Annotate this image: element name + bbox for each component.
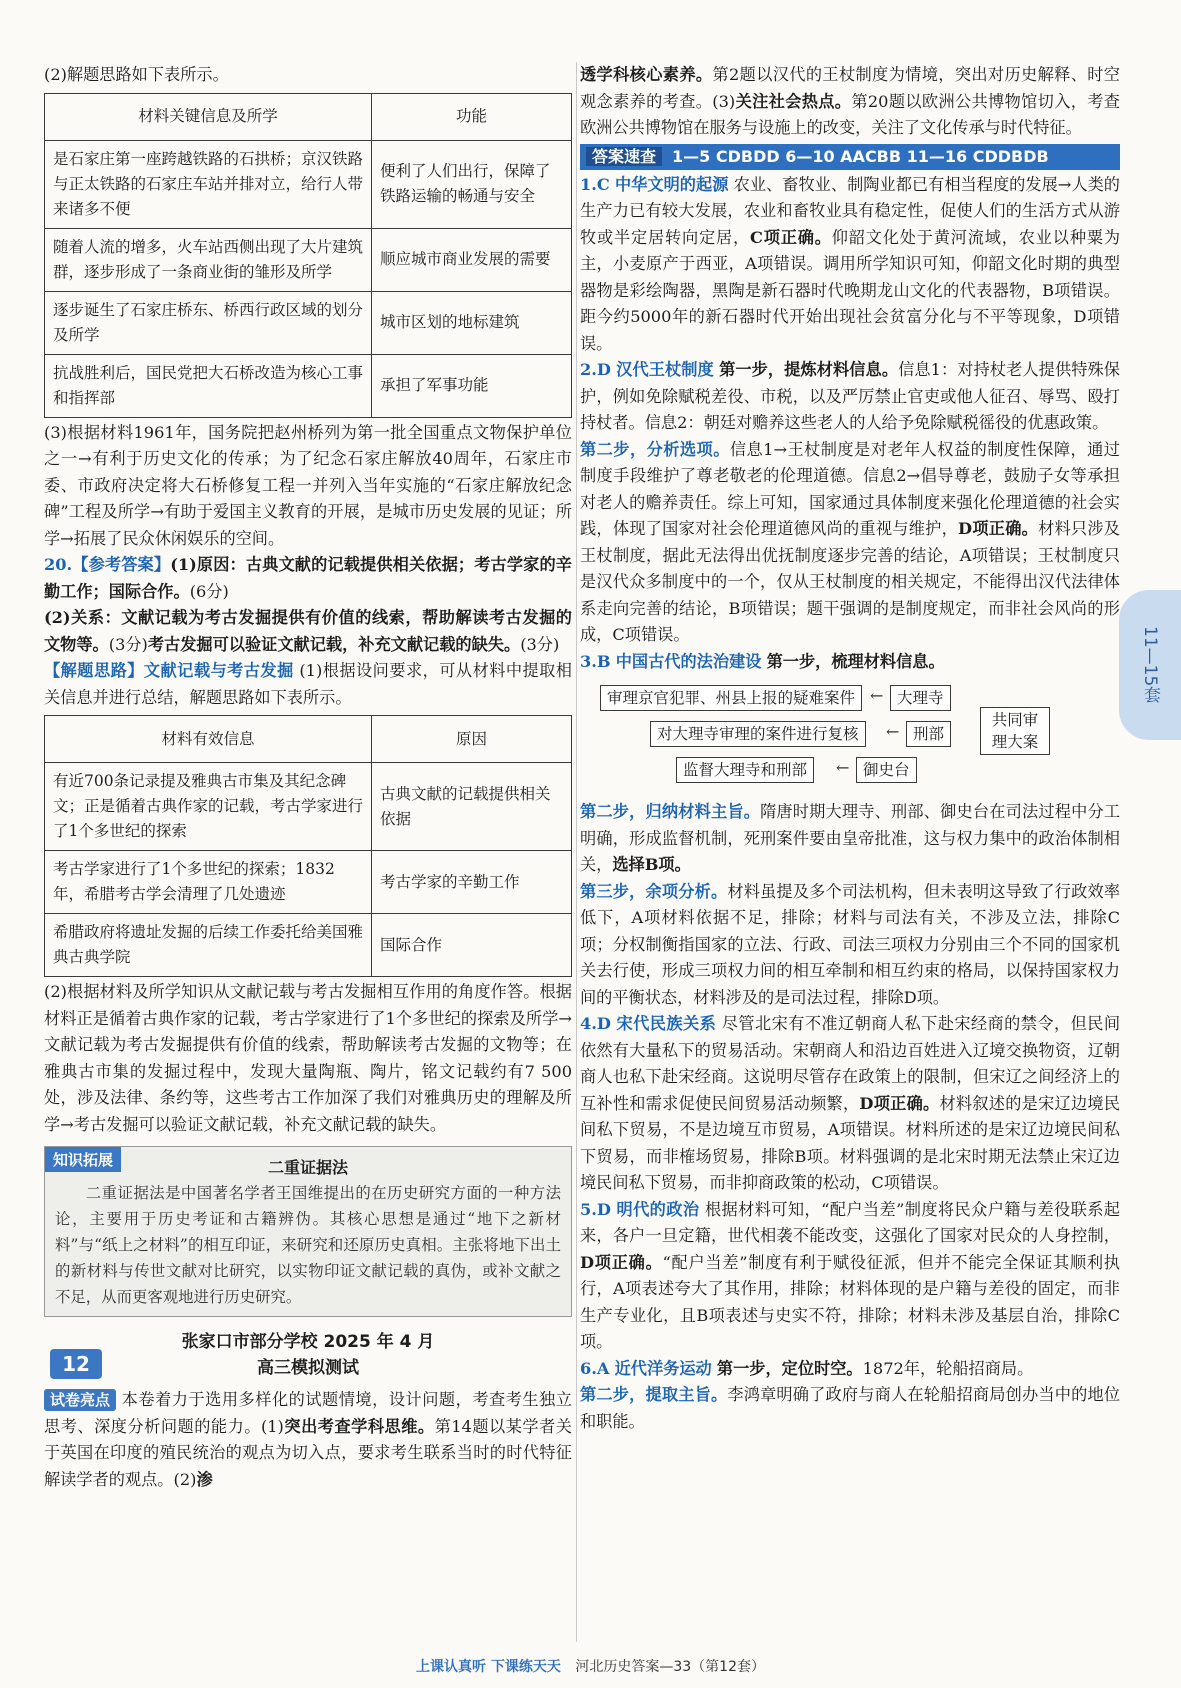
q20-answer — [44, 552, 572, 605]
judicial-diagram — [580, 677, 1120, 795]
q4-text: 尽管北宋有不准辽朝商人私下赴宋经商的禁令，但民间依然有大量私下的贸易活动。宋朝商人和沿边百姓进入辽境交换物资，辽朝商人也私下赴宋经商。这说明尽管存在政策上的限制，但宋辽之间经济上的互补性和需求促使民间贸易活动频繁， — [580, 1014, 1121, 1113]
q4-head: 4.D — [580, 1014, 611, 1033]
page-footer — [0, 1656, 1181, 1676]
highlights-continued — [580, 62, 1120, 142]
q1-text-2: 仰韶文化处于黄河流域，农业以种粟为主，小麦原产于西亚，A项错误。调用所学知识可知，仰韶文化时期的典型器物是彩绘陶器，黑陶是新石器时代晚期龙山文化的代表器物，B项错误。距今约5000年的新石器时代开始出现社会贫富分化与不平等现象，D项错误。 — [580, 227, 1121, 353]
q3-step2: 第二步，归纳材料主旨。 — [580, 802, 761, 821]
q2-step1: 第一步，提炼材料信息。 — [719, 360, 899, 379]
table1-cell: 是石家庄第一座跨越铁路的石拱桥；京汉铁路与正太铁路的石家庄车站并排对立，给行人带来诸多不便 — [45, 140, 372, 228]
column-divider — [576, 62, 577, 1642]
q2-step2: 第二步，分析选项。 — [580, 439, 730, 459]
table1-cell: 顺应城市商业发展的需要 — [372, 228, 572, 291]
q20-score-1: (6分) — [189, 581, 229, 601]
extension-title: 二重证据法 — [267, 1158, 348, 1177]
table2-cell: 有近700条记录提及雅典古市集及其纪念碑文；正是循着古典作家的记载，考古学家进行了1个多世纪的探索 — [45, 763, 372, 851]
set-header — [44, 1325, 572, 1387]
cont-text: 第2题以汉代的王杖制度为情境，突出对历史解释、时空观念素养的考查。(3) — [580, 65, 1120, 111]
q20-answer-2: (2)关系：文献记载为考古发掘提供有价值的线索，帮助解读考古发掘的文物等。 — [44, 608, 572, 654]
q3-explanation — [580, 649, 1120, 676]
q3-head: 3.B — [580, 651, 611, 671]
q20-idea-topic: 文献记载与考古发掘 — [143, 661, 294, 680]
highlight-tag: 试卷亮点 — [44, 1389, 116, 1411]
table2-cell: 国际合作 — [372, 914, 572, 977]
q1-correct: C项正确。 — [750, 227, 832, 247]
q6-head: 6.A — [580, 1358, 610, 1378]
diagram-xingbu: 刑部 — [906, 721, 951, 747]
q2-topic: 汉代王杖制度 — [616, 360, 714, 379]
q20-idea — [44, 658, 572, 711]
q2-explanation-2 — [580, 437, 1120, 649]
highlight-bold-1: 突出考查学科思维。 — [283, 1416, 435, 1436]
q20-answer-1: (1)原因：古典文献的记载提供相关依据；考古学家的辛勤工作；国际合作。 — [44, 555, 572, 601]
paragraph-q20-2: (2)根据材料及所学知识从文献记载与考古发掘相互作用的角度作答。根据材料正是循着古典作家的记载，考古学家进行了1个多世纪的探索及所学→文献记载为考古发掘提供有价值的线索，帮助解读考古发掘的文物等；在雅典古市集的发掘过程中，发现大量陶瓶、陶片，铭文记载约有7 500处，涉及法律、条约等，这些考古工作加深了我们对雅典历史的理解及所学→考古发掘可以验证文献记载，补充文献记载的缺失。 — [44, 982, 572, 1134]
q1-head: 1.C — [580, 174, 610, 194]
q3-step3-block — [580, 879, 1120, 1012]
table2-cell: 考古学家进行了1个多世纪的探索；1832年，希腊考古学会清理了几处遗迹 — [45, 851, 372, 914]
diagram-joint-trial: 共同审理大案 — [980, 707, 1050, 755]
diagram-duty-3: 监督大理寺和刑部 — [676, 757, 814, 783]
table1-cell: 逐步诞生了石家庄桥东、桥西行政区域的划分及所学 — [45, 291, 372, 354]
highlight-text-2: 第14题以某学者关于英国在印度的殖民统治的观点为切入点，要求考生联系当时的时代特征解读学者的观点。(2) — [44, 1416, 572, 1489]
q20-idea-label: 【解题思路】 — [44, 661, 144, 680]
left-column — [44, 62, 572, 1493]
q3-step2-block — [580, 799, 1120, 879]
q2-text-1: 信息1：对持杖老人提供特殊保护，例如免除赋税差役、市税，以及严厉禁止官吏或他人征召、辱骂、殴打持杖者。信息2：朝廷对赡养这些老人的人给予免除赋税徭役的优惠政策。 — [580, 360, 1120, 432]
q3-text-3: 材料虽提及多个司法机构，但未表明这导致了行政效率低下，A项材料依据不足，排除；材料与司法有关，不涉及立法，排除C项；分权制衡指国家的立法、行政、司法三项权力分别由三个不同的国家机关去行使，形成三项权力间的相互牵制和相互约束的格局，以保持国家权力间的平衡状态，材料涉及的是司法过程，排除D项。 — [580, 881, 1121, 1007]
q6-step2-block — [580, 1382, 1120, 1435]
q5-head: 5.D — [580, 1199, 611, 1219]
answer-quick-check — [580, 144, 1120, 170]
table2-header: 原因 — [372, 716, 572, 763]
q1-text: 农业、畜牧业、制陶业都已有相当程度的发展→人类的生产力已有较大发展，农业和畜牧业具有稳定性，促使人们的生活方式从游牧或半定居转向定居， — [580, 174, 1120, 247]
highlight-bold-2: 渗 — [196, 1469, 213, 1489]
diagram-arrow-icon: ← — [886, 722, 900, 741]
cont-bold-2: 关注社会热点。 — [735, 91, 852, 111]
table2-cell: 希腊政府将遗址发掘的后续工作委托给美国雅典古典学院 — [45, 914, 372, 977]
diagram-dalisi: 大理寺 — [890, 685, 951, 711]
q6-text-1: 1872年，轮船招商局。 — [862, 1358, 1034, 1378]
q20-answer-2-block — [44, 605, 572, 658]
table1-cell: 随着人流的增多，火车站西侧出现了大片建筑群，逐步形成了一条商业街的雏形及所学 — [45, 228, 372, 291]
q4-text-2: 材料叙述的是宋辽边境民间私下贸易，不是边境互市贸易，A项错误。材料所述的是宋辽边境民间私下贸易，而非榷场贸易，排除B项。材料强调的是北宋时期无法禁止宋辽边境民间私下贸易，而非抑商政策的松动，C项错误。 — [580, 1093, 1121, 1192]
q5-explanation — [580, 1197, 1120, 1356]
diagram-yushitai: 御史台 — [856, 757, 917, 783]
diagram-duty-2: 对大理寺审理的案件进行复核 — [650, 721, 866, 747]
table2-cell: 古典文献的记载提供相关依据 — [372, 763, 572, 851]
q6-text-2: 李鸿章明确了政府与商人在轮船招商局创办当中的地位和职能。 — [580, 1385, 1121, 1431]
q3-text-2: 隋唐时期大理寺、刑部、御史台在司法过程中分工明确，形成监督机制，死刑案件要由皇帝批准，这与权力集中的政治体制相关， — [580, 802, 1121, 874]
table1-header: 材料关键信息及所学 — [45, 93, 372, 140]
q5-topic: 明代的政治 — [616, 1199, 700, 1219]
q6-step2: 第二步，提取主旨。 — [580, 1385, 728, 1404]
q2-text-3: 材料只涉及王杖制度，据此无法得出优抚制度逐步完善的结论，A项错误；王杖制度只是汉代众多制度中的一个，仅从王杖制度的相关规定，不能得出汉代法律体系走向完善的结论，B项错误；题干强调的是制度规定，而非社会风尚的形成，C项错误。 — [580, 519, 1120, 644]
q6-topic: 近代洋务运动 — [614, 1358, 712, 1378]
table1-cell: 承担了军事功能 — [372, 354, 572, 417]
table1-cell: 抗战胜利后，国民党把大石桥改造为核心工事和指挥部 — [45, 354, 372, 417]
set-number: 12 — [50, 1349, 102, 1379]
q3-step1: 第一步，梳理材料信息。 — [766, 651, 945, 671]
q5-correct: D项正确。 — [580, 1252, 663, 1272]
q3-choose: 选择B项。 — [612, 855, 691, 874]
answer-label: 答案速查 — [586, 147, 662, 166]
paragraph-q19-3: (3)根据材料1961年，国务院把赵州桥列为第一批全国重点文物保护单位之一→有利于历史文化的传承；为了纪念石家庄解放40周年，石家庄市委、市政府决定将大石桥修复工程一并列入当年实施的“石家庄解放纪念碑”工程及所学→有助于爱国主义教育的开展，是城市历史发展的见证；所学→拓展了民众休闲娱乐的空间。 — [44, 422, 572, 548]
set-range-tab: 11—15套 — [1119, 590, 1181, 740]
highlight-text-1: 本卷着力于选用多样化的试题情境，设计问题，考查考生独立思考、深度分析问题的能力。(1) — [44, 1390, 572, 1436]
intro-text: (2)解题思路如下表所示。 — [44, 65, 229, 84]
q20-label: 20.【参考答案】 — [44, 555, 171, 574]
extension-tag: 知识拓展 — [45, 1147, 121, 1172]
q2-explanation — [580, 357, 1120, 437]
table1-cell: 便利了人们出行，保障了铁路运输的畅通与安全 — [372, 140, 572, 228]
table2-header: 材料有效信息 — [45, 716, 372, 763]
q1-topic: 中华文明的起源 — [614, 174, 729, 194]
q3-topic: 中国古代的法治建设 — [615, 651, 762, 671]
table-reasons — [44, 715, 572, 977]
answer-list: 1—5 CDBDD 6—10 AACBB 11—16 CDDBDB — [672, 146, 1049, 166]
set-title-line2: 高三模拟测试 — [257, 1358, 359, 1378]
set-title-line1: 张家口市部分学校 2025 年 4 月 — [181, 1332, 435, 1352]
paper-highlights — [44, 1387, 572, 1493]
q4-explanation — [580, 1011, 1120, 1197]
diagram-arrow-icon: ← — [870, 686, 884, 705]
q3-step3: 第三步，余项分析。 — [580, 881, 728, 901]
q6-step1: 第一步，定位时空。 — [716, 1358, 863, 1378]
extension-text: 二重证据法是中国著名学者王国维提出的在历史研究方面的一种方法论，主要用于历史考证和古籍辨伪。其核心思想是通过“地下之新材料”与“纸上之材料”的相互印证，来研究和还原历史真相。主张将地下出土的新材料与传世文献对比研究，以实物印证文献记载的真伪，或补文献之不足，从而更客观地进行历史研究。 — [55, 1184, 561, 1306]
diagram-arrow-icon: ← — [836, 758, 850, 777]
diagram-duty-1: 审理京官犯罪、州县上报的疑难案件 — [600, 685, 862, 711]
q4-topic: 宋代民族关系 — [616, 1014, 717, 1033]
right-column — [580, 62, 1120, 1435]
table1-header: 功能 — [372, 93, 572, 140]
cont-bold: 透学科核心素养。 — [580, 65, 713, 84]
q6-explanation — [580, 1356, 1120, 1383]
q20-score-2: (3分) — [108, 634, 148, 654]
q5-text-2: “配户当差”制度有利于赋役征派，但并不能完全保证其顺利执行，A项表述夸大了其作用，排除；材料体现的是户籍与差役的固定，而非生产专业化，且B项表述与史实不符，排除；材料未涉及基层自治，排除C项。 — [580, 1252, 1120, 1351]
q5-text: 根据材料可知，“配户当差”制度将民众户籍与差役联系起来，各户一旦定籍，世代相袭不能改变，这强化了国家对民众的人身控制， — [580, 1199, 1120, 1245]
footer-logo: 上课认真听 下课练天天 — [416, 1659, 561, 1675]
knowledge-extension-box — [44, 1146, 572, 1317]
q2-text-2: 信息1→王杖制度是对老年人权益的制度性保障，通过制度手段维护了尊老敬老的伦理道德。信息2→倡导尊老，鼓励子女等承担对老人的赡养责任。综上可知，国家通过具体制度来强化伦理道德的社会实践，体现了国家对社会伦理道德风尚的重视与维护， — [580, 439, 1120, 538]
table1-cell: 城市区划的地标建筑 — [372, 291, 572, 354]
q4-correct: D项正确。 — [859, 1093, 940, 1113]
q20-score-3: (3分) — [520, 634, 560, 654]
q20-idea-text: (1)根据设问要求，可从材料中提取相关信息并进行总结，解题思路如下表所示。 — [44, 661, 572, 707]
q20-answer-3: 考古发掘可以验证文献记载，补充文献记载的缺失。 — [147, 634, 521, 654]
cont-text-2: 第20题以欧洲公共博物馆切入，考查欧洲公共博物馆在服务与设施上的改变，关注了文化传承与时代特征。 — [580, 91, 1120, 137]
table-functions — [44, 93, 572, 418]
footer-text: 河北历史答案—33（第12套） — [575, 1659, 765, 1675]
table2-cell: 考古学家的辛勤工作 — [372, 851, 572, 914]
q2-correct: D项正确。 — [958, 519, 1039, 538]
q1-explanation — [580, 172, 1120, 358]
q2-head: 2.D — [580, 360, 611, 379]
